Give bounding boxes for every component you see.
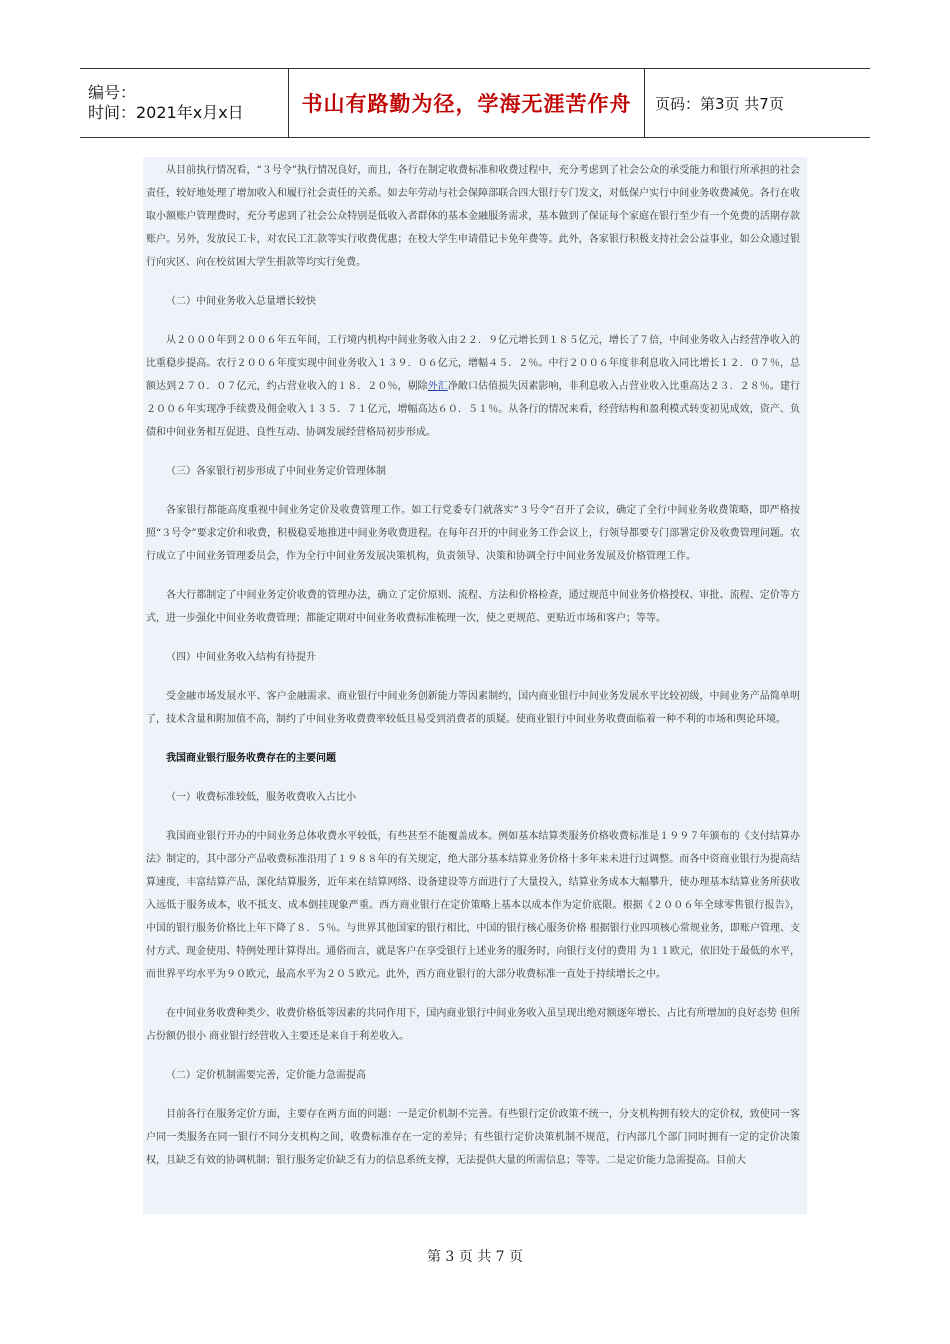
paragraph <box>146 329 800 444</box>
paragraph: 各大行都制定了中间业务定价收费的管理办法，确立了定价原则、流程、方法和价格检查，通过规范中间业务价格授权、审批、流程、定价等方式，进一步强化中间业务收费管理；都能定期对中间业务收费标准梳理一次，使之更规范、更贴近市场和客户；等等。 <box>146 590 800 624</box>
paragraph: 我国商业银行开办的中间业务总体收费水平较低，有些甚至不能覆盖成本。例如基本结算类服务价格收费标准是１９９７年颁布的《支付结算办法》制定的，其中部分产品收费标准沿用了１９８８年的有关规定，绝大部分基本结算业务价格十多年来未进行过调整。而各中资商业银行为提高结算速度，丰富结算产品，深化结算服务，近年来在结算网络、设备建设等方面进行了大量投入，结算业务成本大幅攀升，使办理基本结算业务所获收入远低于服务成本，收不抵支、成本倒挂现象严重。西方商业银行在定价策略上基本以成本作为定价底限。根据《２００６年全球零售银行报告》，中国的银行服务价格比上年下降了８．５％。与世界其他国家的银行相比，中国的银行核心服务价格 根据银行业四项核心常规业务，即账户管理、支付方式、现金使用、特例处理计算得出。通俗而言，就是客户在享受银行上述业务的服务时，向银行支付的费用 为１１欧元，依旧处于最低的水平，而世界平均水平为９０欧元，最高水平为２０５欧元。此外，西方商业银行的大部分收费标准一直处于持续增长之中。 <box>146 831 800 980</box>
subsection-heading: （三）各家银行初步形成了中间业务定价管理体制 <box>166 466 386 477</box>
paragraph-text: 从２０００年到２００６年五年间，工行境内机构中间业务收入由２２．９亿元增长到１８５亿元，增长了７倍，中间业务收入占经营净收入的比重稳步提高。农行２００６年度实现中间业务收入１３９．０６亿元，增幅４５．２％。中行２００６年度非利息收入同比增长１２．０７％，总额达到２７０．０７亿元，约占营业收入的１８．２０％，剔除 <box>146 335 800 392</box>
section-title: 我国商业银行服务收费存在的主要问题 <box>166 753 336 764</box>
page-footer: 第 3 页 共 7 页 <box>426 1249 524 1265</box>
paragraph-text: 净敞口估值损失因素影响，非利息收入占营业收入比重高达２３．２８％。建行２００６年实现净手续费及佣金收入１３５．７１亿元，增幅高达６０．５１％。从各行的情况来看，经营结构和盈利模式转变初见成效，资产、负债和中间业务相互促进、良性互动、协调发展经营格局初步形成。 <box>146 381 800 438</box>
subsection-heading: （一）收费标准较低，服务收费收入占比小 <box>166 792 356 803</box>
header-page-info-cell <box>645 69 870 137</box>
paragraph: 各家银行都能高度重视中间业务定价及收费管理工作。如工行党委专门就落实“３号令”召开了会议，确定了全行中间业务收费策略，即严格按照“３号令”要求定价和收费，积极稳妥地推进中间业务收费进程。在每年召开的中间业务工作会议上，行领导都要专门部署定价及收费管理问题。农行成立了中间业务管理委员会，作为全行中间业务发展决策机构，负责领导、决策和协调全行中间业务发展及价格管理工作。 <box>146 505 800 562</box>
document-body <box>143 157 807 1214</box>
page-header <box>80 68 870 138</box>
subsection-heading: （二）中间业务收入总量增长较快 <box>166 296 316 307</box>
document-date: 时间：2021年x月x日 <box>88 103 244 122</box>
paragraph: 目前各行在服务定价方面，主要存在两方面的问题：一是定价机制不完善。有些银行定价政策不统一，分支机构拥有较大的定价权，致使同一客户同一类服务在同一银行不同分支机构之间，收费标准存在一定的差异；有些银行定价决策机制不规范，行内部几个部门同时拥有一定的定价决策权，且缺乏有效的协调机制；银行服务定价缺乏有力的信息系统支撑，无法提供大量的所需信息；等等。二是定价能力急需提高。目前大 <box>146 1109 800 1166</box>
header-meta <box>80 69 289 137</box>
header-page-info: 页码：第3页 共7页 <box>655 94 784 113</box>
header-motto: 书山有路勤为径，学海无涯苦作舟 <box>301 92 632 116</box>
paragraph: 从目前执行情况看，“３号令”执行情况良好，而且，各行在制定收费标准和收费过程中，充分考虑到了社会公众的承受能力和银行所承担的社会责任，较好地处理了增加收入和履行社会责任的关系。如去年劳动与社会保障部联合四大银行专门发文，对低保户实行中间业务收费减免。各行在收取小额账户管理费时，充分考虑到了社会公众特别是低收入者群体的基本金融服务需求，基本做到了保证每个家庭在银行至少有一个免费的活期存款账户。另外，发放民工卡，对农民工汇款等实行收费优惠；在校大学生申请借记卡免年费等。此外，各家银行积极支持社会公益事业，如公众通过银行向灾区、向在校贫困大学生捐款等均实行免费。 <box>146 165 800 268</box>
subsection-heading: （四）中间业务收入结构有待提升 <box>166 652 316 663</box>
forex-link[interactable]: 外汇 <box>427 381 448 392</box>
header-motto-cell <box>289 69 645 137</box>
subsection-heading: （二）定价机制需要完善，定价能力急需提高 <box>166 1070 366 1081</box>
paragraph: 受金融市场发展水平、客户金融需求、商业银行中间业务创新能力等因素制约，国内商业银行中间业务发展水平比较初级，中间业务产品简单明了，技术含量和附加值不高，制约了中间业务收费费率较低且易受到消费者的质疑。使商业银行中间业务收费面临着一种不利的市场和舆论环境。 <box>146 691 800 725</box>
paragraph: 在中间业务收费种类少、收费价格低等因素的共同作用下，国内商业银行中间业务收入虽呈现出绝对额逐年增长、占比有所增加的良好态势 但所占份额仍很小 商业银行经营收入主要还是来自于利差收入。 <box>146 1008 800 1042</box>
document-number-label: 编号： <box>88 83 137 102</box>
